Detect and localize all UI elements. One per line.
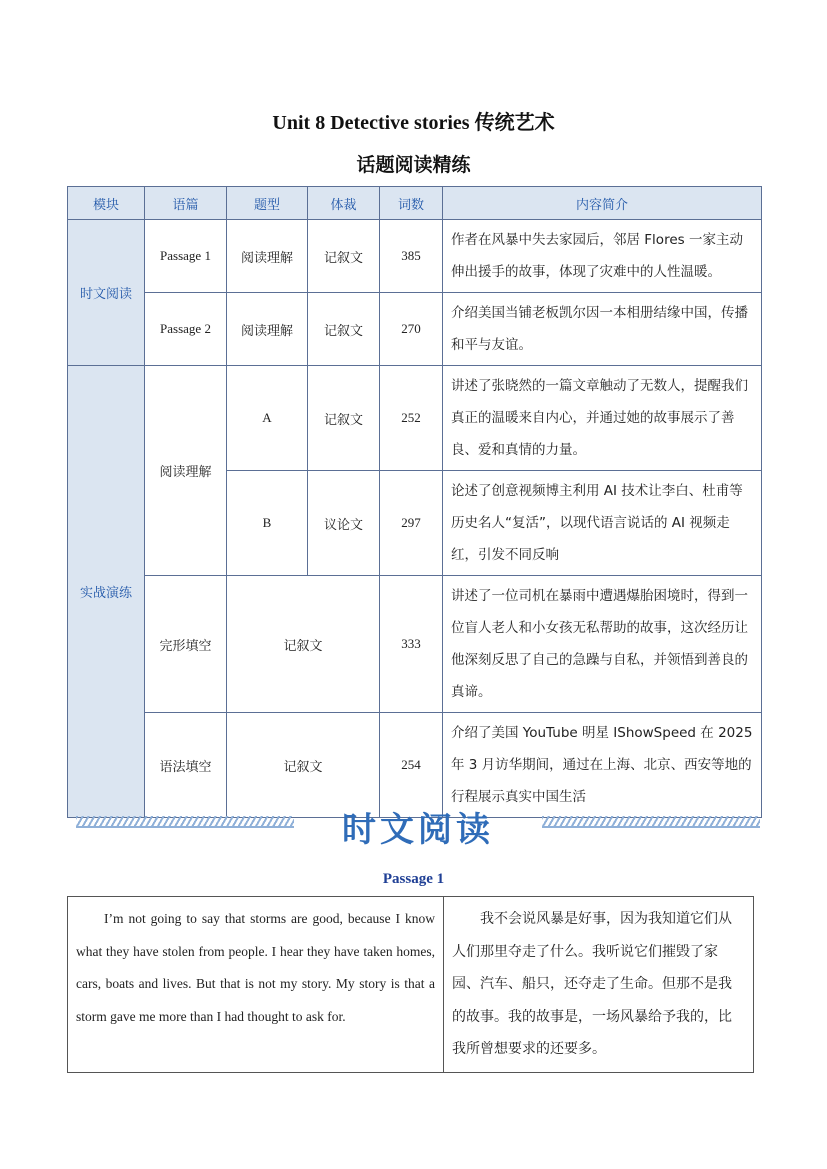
module-cell: 实战演练 [68,366,145,818]
passage-cell: Passage 1 [145,220,227,293]
passage-label: Passage 1 [382,871,445,887]
banner-decoration-right [542,816,760,826]
words-cell: 270 [380,293,443,366]
module-cell: 时文阅读 [68,220,145,366]
column-header: 模块 [68,187,145,220]
passage-cell: 阅读理解 [145,366,227,576]
genre-cell: 记叙文 [227,576,380,713]
passage-row [68,897,754,1073]
words-cell: 254 [380,713,443,818]
passage-table [67,896,754,1073]
column-header: 体裁 [308,187,380,220]
summary-table [67,186,762,818]
passage-english: I’m not going to say that storms are good, because I know what they have stolen from people. I hear they have taken homes, cars, boats and lives. But that is not my story. My story is that a storm gave me more than I had thought to ask for. [68,897,444,1073]
table-row [68,220,762,293]
summary-cell: 讲述了一位司机在暴雨中遭遇爆胎困境时，得到一位盲人老人和小女孩无私帮助的故事，这次经历让他深刻反思了自己的急躁与自私，并领悟到善良的真谛。 [443,576,762,713]
genre-cell: 记叙文 [227,713,380,818]
type-cell: B [227,471,308,576]
summary-cell: 介绍了美国 YouTube 明星 IShowSpeed 在 2025 年 3 月访华期间，通过在上海、北京、西安等地的行程展示真实中国生活 [443,713,762,818]
genre-cell: 记叙文 [308,293,380,366]
type-cell: A [227,366,308,471]
document-subtitle: 话题阅读精练 [356,154,471,176]
words-cell: 297 [380,471,443,576]
summary-cell: 作者在风暴中失去家园后，邻居 Flores 一家主动伸出援手的故事，体现了灾难中的人性温暖。 [443,220,762,293]
column-header: 内容简介 [443,187,762,220]
passage-cell: 完形填空 [145,576,227,713]
column-header: 题型 [227,187,308,220]
type-cell: 阅读理解 [227,220,308,293]
document-title: Unit 8 Detective stories 传统艺术 [272,112,555,134]
summary-cell: 介绍美国当铺老板凯尔因一本相册结缘中国，传播和平与友谊。 [443,293,762,366]
words-cell: 385 [380,220,443,293]
genre-cell: 记叙文 [308,366,380,471]
column-header: 语篇 [145,187,227,220]
column-header: 词数 [380,187,443,220]
passage-chinese: 我不会说风暴是好事，因为我知道它们从人们那里夺走了什么。我听说它们摧毁了家园、汽车、船只，还夺走了生命。但那不是我的故事。我的故事是，一场风暴给予我的，比我所曾想要求的还要多。 [444,897,754,1073]
table-row [68,293,762,366]
summary-cell: 论述了创意视频博主利用 AI 技术让李白、杜甫等历史名人“复活”，以现代语言说话的 AI 视频走红，引发不同反响 [443,471,762,576]
genre-cell: 记叙文 [308,220,380,293]
section-title: 时文阅读 [342,810,494,850]
type-cell: 阅读理解 [227,293,308,366]
summary-cell: 讲述了张晓然的一篇文章触动了无数人，提醒我们真正的温暖来自内心，并通过她的故事展示了善良、爱和真情的力量。 [443,366,762,471]
section-banner [76,800,760,850]
words-cell: 252 [380,366,443,471]
table-row [68,576,762,713]
passage-cell: Passage 2 [145,293,227,366]
passage-cell: 语法填空 [145,713,227,818]
table-header-row [68,187,762,220]
words-cell: 333 [380,576,443,713]
table-row [68,366,762,471]
genre-cell: 议论文 [308,471,380,576]
